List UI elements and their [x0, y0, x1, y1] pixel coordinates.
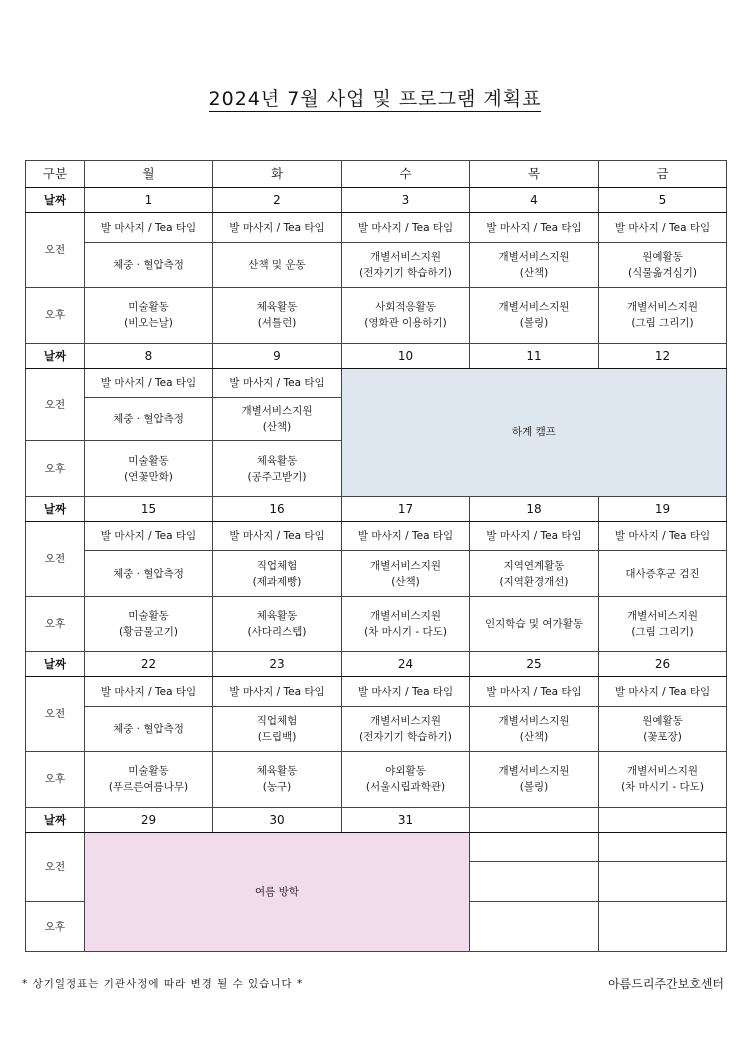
schedule-cell: 발 마사지 / Tea 타임 — [213, 522, 342, 551]
date-cell: 22 — [85, 652, 213, 677]
schedule-cell: 개별서비스지원 (산책) — [470, 706, 599, 751]
date-cell: 17 — [342, 496, 470, 521]
header-day-fri: 금 — [599, 161, 727, 188]
date-cell — [599, 807, 727, 832]
schedule-table — [25, 160, 727, 952]
schedule-cell: 발 마사지 / Tea 타임 — [599, 213, 727, 242]
pm-label: 오후 — [26, 902, 85, 952]
empty-cell — [599, 902, 727, 952]
date-cell: 15 — [85, 496, 213, 521]
schedule-cell: 개별서비스지원 (그림 그리기) — [599, 596, 727, 651]
header-day-wed: 수 — [342, 161, 470, 188]
schedule-cell: 체육활동 (사다리스텝) — [213, 596, 342, 651]
date-cell: 5 — [599, 188, 727, 213]
schedule-cell: 발 마사지 / Tea 타임 — [470, 213, 599, 242]
date-cell: 19 — [599, 496, 727, 521]
date-label: 날짜 — [26, 652, 85, 677]
schedule-cell: 체중 · 혈압측정 — [85, 706, 213, 751]
date-cell: 3 — [342, 188, 470, 213]
schedule-cell: 개별서비스지원 (산책) — [470, 242, 599, 287]
schedule-cell: 발 마사지 / Tea 타임 — [470, 522, 599, 551]
schedule-cell: 개별서비스지원 (볼링) — [470, 288, 599, 343]
date-cell: 29 — [85, 807, 213, 832]
header-row — [26, 161, 727, 188]
schedule-cell: 체중 · 혈압측정 — [85, 551, 213, 596]
date-cell: 24 — [342, 652, 470, 677]
date-cell: 4 — [470, 188, 599, 213]
schedule-cell: 발 마사지 / Tea 타임 — [213, 213, 342, 242]
schedule-cell: 미술활동 (황금물고기) — [85, 596, 213, 651]
header-day-thu: 목 — [470, 161, 599, 188]
date-cell: 23 — [213, 652, 342, 677]
schedule-cell: 미술활동 (푸르른여름나무) — [85, 752, 213, 807]
schedule-cell: 체육활동 (셔틀런) — [213, 288, 342, 343]
date-cell: 30 — [213, 807, 342, 832]
date-row — [26, 807, 727, 832]
schedule-cell: 직업체험 (드립백) — [213, 706, 342, 751]
pm-row — [26, 596, 727, 651]
schedule-cell: 산책 및 운동 — [213, 242, 342, 287]
pm-label: 오후 — [26, 596, 85, 651]
pm-label: 오후 — [26, 752, 85, 807]
am-row-2 — [26, 706, 727, 751]
footer-note: * 상기일정표는 기관사정에 따라 변경 될 수 있습니다 * — [22, 978, 304, 990]
pm-label: 오후 — [26, 288, 85, 343]
schedule-cell: 발 마사지 / Tea 타임 — [342, 677, 470, 706]
date-label: 날짜 — [26, 807, 85, 832]
date-row — [26, 652, 727, 677]
schedule-cell: 개별서비스지원 (볼링) — [470, 752, 599, 807]
header-day-tue: 화 — [213, 161, 342, 188]
date-row — [26, 343, 727, 368]
am-row-1 — [26, 522, 727, 551]
schedule-cell: 개별서비스지원 (전자기기 학습하기) — [342, 242, 470, 287]
empty-cell — [470, 902, 599, 952]
header-day-mon: 월 — [85, 161, 213, 188]
schedule-cell: 체육활동 (농구) — [213, 752, 342, 807]
date-cell: 12 — [599, 343, 727, 368]
schedule-cell: 개별서비스지원 (그림 그리기) — [599, 288, 727, 343]
schedule-cell: 발 마사지 / Tea 타임 — [213, 368, 342, 397]
date-cell: 2 — [213, 188, 342, 213]
am-row-2 — [26, 242, 727, 287]
schedule-cell: 직업체험 (제과제빵) — [213, 551, 342, 596]
page-title — [0, 84, 750, 111]
date-cell: 16 — [213, 496, 342, 521]
schedule-cell: 발 마사지 / Tea 타임 — [85, 522, 213, 551]
schedule-cell: 개별서비스지원 (산책) — [342, 551, 470, 596]
schedule-cell: 대사증후군 검진 — [599, 551, 727, 596]
empty-cell — [599, 832, 727, 861]
header-category: 구분 — [26, 161, 85, 188]
pm-label: 오후 — [26, 441, 85, 496]
am-label: 오전 — [26, 832, 85, 902]
am-label: 오전 — [26, 368, 85, 441]
date-label: 날짜 — [26, 188, 85, 213]
am-row-1 — [26, 832, 727, 861]
schedule-cell: 인지학습 및 여가활동 — [470, 596, 599, 651]
schedule-cell: 발 마사지 / Tea 타임 — [85, 368, 213, 397]
page-title-text: 2024년 7월 사업 및 프로그램 계획표 — [208, 88, 542, 110]
schedule-cell: 개별서비스지원 (산책) — [213, 398, 342, 441]
date-row — [26, 496, 727, 521]
summer-camp-event: 하계 캠프 — [342, 368, 727, 496]
schedule-cell: 발 마사지 / Tea 타임 — [213, 677, 342, 706]
am-row-2 — [26, 551, 727, 596]
schedule-cell: 사회적응활동 (영화관 이용하기) — [342, 288, 470, 343]
footer-organization: 아름드리주간보호센터 — [608, 977, 724, 991]
date-row — [26, 188, 727, 213]
schedule-cell: 개별서비스지원 (차 마시기 - 다도) — [342, 596, 470, 651]
date-cell: 10 — [342, 343, 470, 368]
schedule-cell: 지역연계활동 (지역환경개선) — [470, 551, 599, 596]
schedule-cell: 발 마사지 / Tea 타임 — [599, 522, 727, 551]
schedule-cell: 체중 · 혈압측정 — [85, 242, 213, 287]
date-cell: 26 — [599, 652, 727, 677]
schedule-cell: 발 마사지 / Tea 타임 — [470, 677, 599, 706]
schedule-cell: 발 마사지 / Tea 타임 — [342, 213, 470, 242]
schedule-cell: 개별서비스지원 (전자기기 학습하기) — [342, 706, 470, 751]
empty-cell — [599, 862, 727, 902]
schedule-cell: 개별서비스지원 (차 마시기 - 다도) — [599, 752, 727, 807]
schedule-cell: 미술활동 (비오는날) — [85, 288, 213, 343]
am-label: 오전 — [26, 677, 85, 752]
date-cell: 31 — [342, 807, 470, 832]
pm-row — [26, 288, 727, 343]
am-row-1 — [26, 213, 727, 242]
pm-row — [26, 752, 727, 807]
schedule-cell: 체육활동 (공주고받기) — [213, 441, 342, 496]
date-cell — [470, 807, 599, 832]
date-cell: 18 — [470, 496, 599, 521]
date-cell: 11 — [470, 343, 599, 368]
schedule-cell: 발 마사지 / Tea 타임 — [85, 677, 213, 706]
schedule-cell: 야외활동 (서울시립과학관) — [342, 752, 470, 807]
schedule-cell: 발 마사지 / Tea 타임 — [85, 213, 213, 242]
schedule-cell: 발 마사지 / Tea 타임 — [599, 677, 727, 706]
schedule-cell: 미술활동 (연꽃만화) — [85, 441, 213, 496]
date-cell: 1 — [85, 188, 213, 213]
date-label: 날짜 — [26, 496, 85, 521]
am-label: 오전 — [26, 213, 85, 288]
schedule-cell: 원예활동 (식물옮겨심기) — [599, 242, 727, 287]
schedule-cell: 원예활동 (꽃포장) — [599, 706, 727, 751]
schedule-cell: 발 마사지 / Tea 타임 — [342, 522, 470, 551]
am-row-1 — [26, 677, 727, 706]
empty-cell — [470, 832, 599, 861]
am-label: 오전 — [26, 522, 85, 597]
empty-cell — [470, 862, 599, 902]
date-label: 날짜 — [26, 343, 85, 368]
date-cell: 8 — [85, 343, 213, 368]
date-cell: 25 — [470, 652, 599, 677]
am-row-1 — [26, 368, 727, 397]
schedule-cell: 체중 · 혈압측정 — [85, 398, 213, 441]
summer-vacation-event: 여름 방학 — [85, 832, 470, 951]
date-cell: 9 — [213, 343, 342, 368]
